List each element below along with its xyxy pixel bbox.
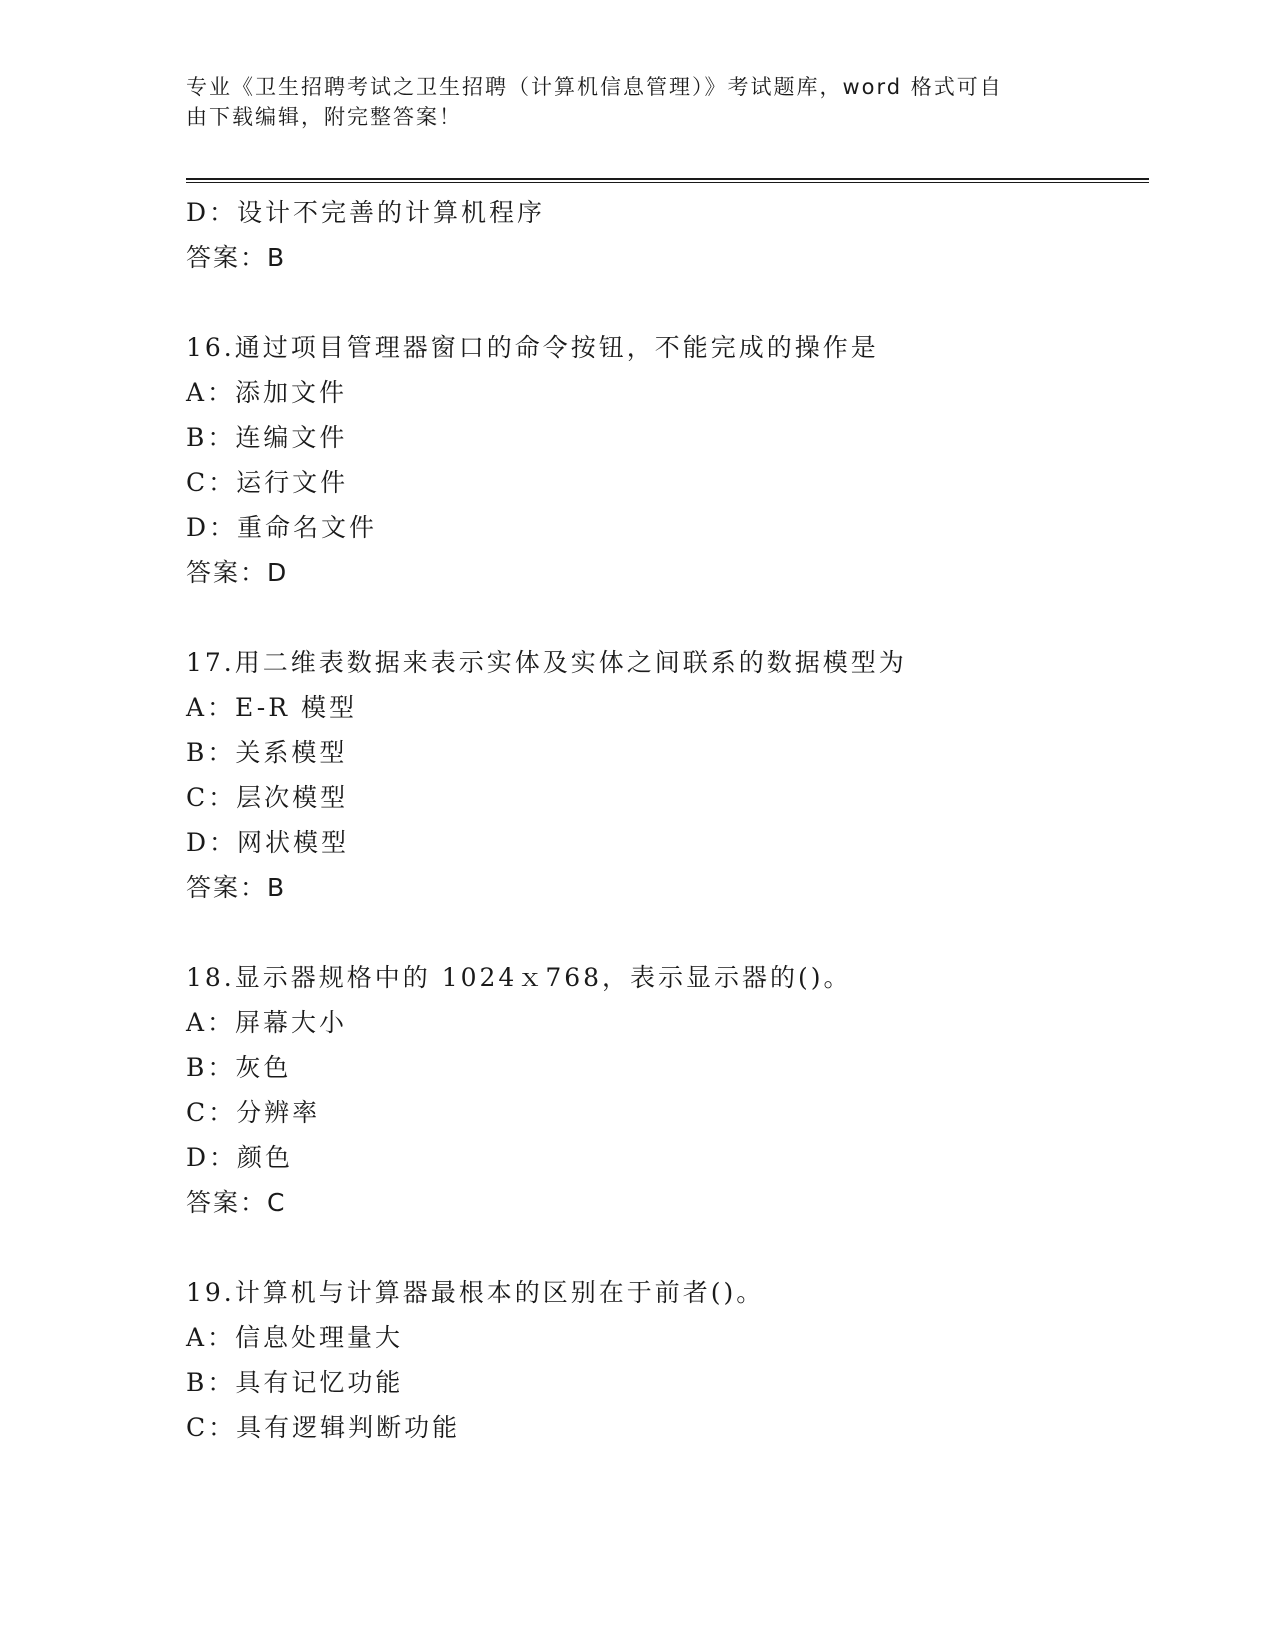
option-c: C：层次模型 xyxy=(186,783,349,812)
header-line-1: 专业《卫生招聘考试之卫生招聘（计算机信息管理）》考试题库，word 格式可自 xyxy=(186,75,1003,99)
option-d: D：重命名文件 xyxy=(186,513,378,542)
option-b: B：关系模型 xyxy=(186,738,348,767)
option-d: D：颜色 xyxy=(186,1143,294,1172)
option-a: A：E-R 模型 xyxy=(186,693,357,722)
option-a: A：屏幕大小 xyxy=(186,1008,348,1037)
answer: 答案：B xyxy=(186,243,287,272)
question-18-text: 18.显示器规格中的 1024ｘ768，表示显示器的()。 xyxy=(186,963,852,992)
option-d: D：设计不完善的计算机程序 xyxy=(186,198,546,227)
answer: 答案：B xyxy=(186,873,287,902)
option-c: C：分辨率 xyxy=(186,1098,321,1127)
header-line-2: 由下载编辑，附完整答案！ xyxy=(186,105,462,129)
answer: 答案：D xyxy=(186,558,289,587)
spacer xyxy=(186,910,1146,955)
spacer xyxy=(186,280,1146,325)
answer: 答案：C xyxy=(186,1188,287,1217)
option-b: B：具有记忆功能 xyxy=(186,1368,404,1397)
page-header xyxy=(186,72,1066,132)
spacer xyxy=(186,1225,1146,1270)
option-d: D：网状模型 xyxy=(186,828,350,857)
option-b: B：连编文件 xyxy=(186,423,348,452)
question-17-text: 17.用二维表数据来表示实体及实体之间联系的数据模型为 xyxy=(186,648,907,677)
question-16-text: 16.通过项目管理器窗口的命令按钮，不能完成的操作是 xyxy=(186,333,879,362)
option-c: C：运行文件 xyxy=(186,468,349,497)
option-c: C：具有逻辑判断功能 xyxy=(186,1413,461,1442)
header-divider xyxy=(186,178,1149,183)
option-b: B：灰色 xyxy=(186,1053,292,1082)
spacer xyxy=(186,595,1146,640)
option-a: A：信息处理量大 xyxy=(186,1323,404,1352)
option-a: A：添加文件 xyxy=(186,378,348,407)
question-list xyxy=(186,190,1146,1450)
question-19-text: 19.计算机与计算器最根本的区别在于前者()。 xyxy=(186,1278,765,1307)
